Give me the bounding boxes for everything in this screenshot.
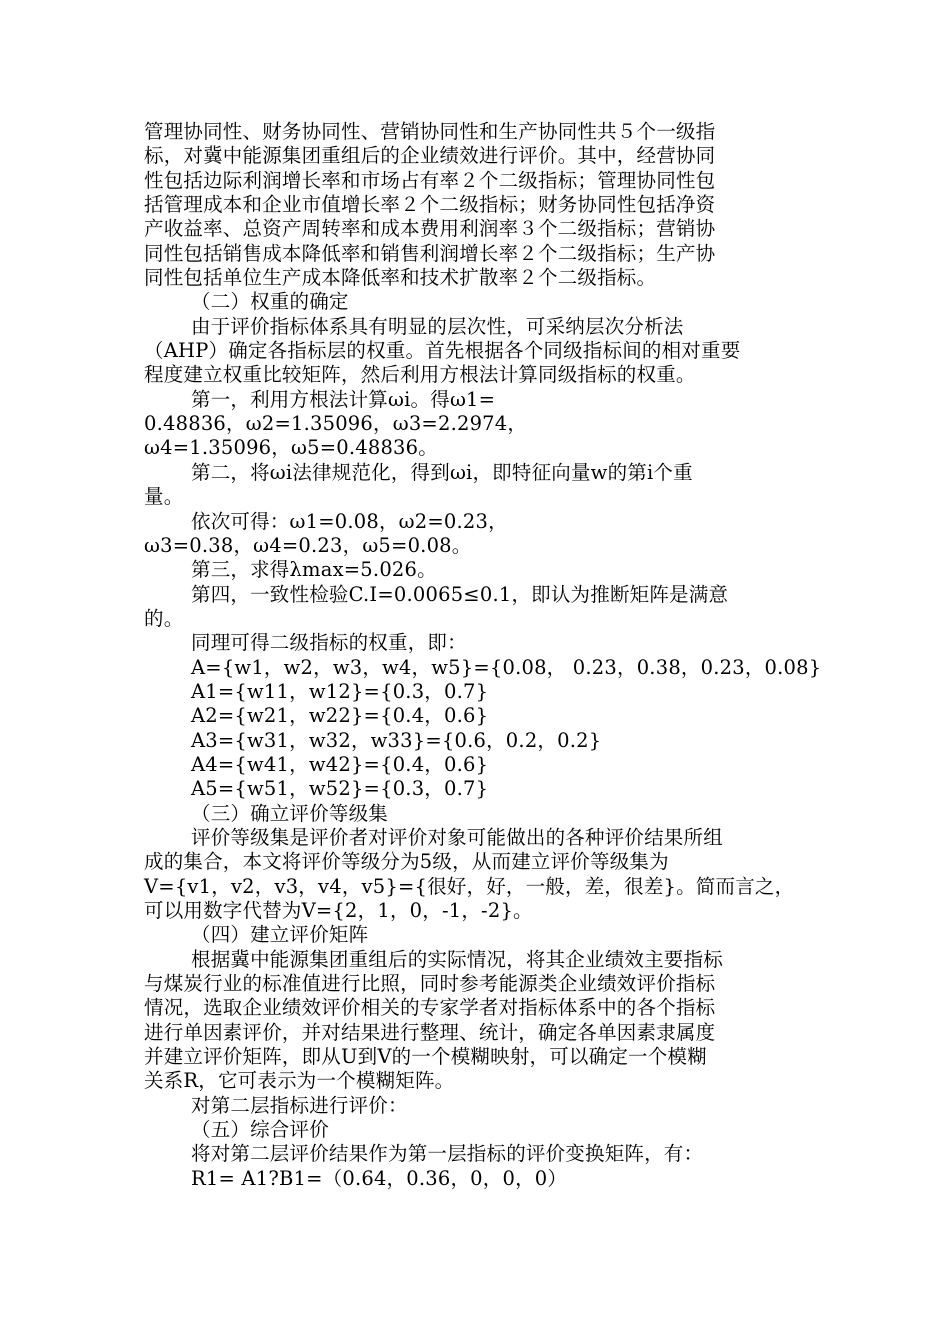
text-line: 情况，选取企业绩效评价相关的专家学者对指标体系中的各个指标	[144, 996, 716, 1020]
text-line: 第四，一致性检验C.I=0.0065≤0.1，即认为推断矩阵是满意	[191, 582, 729, 606]
formula-line: A4={w41，w42}={0.4，0.6}	[191, 752, 489, 776]
formula-line: A3={w31，w32，w33}={0.6，0.2，0.2}	[191, 728, 602, 752]
section-heading: （二）权重的确定	[191, 290, 349, 314]
text-line: 并建立评价矩阵，即从U到V的一个模糊映射，可以确定一个模糊	[144, 1045, 707, 1069]
text-line: 评价等级集是评价者对评价对象可能做出的各种评价结果所组	[191, 825, 723, 849]
text-line: 第一，利用方根法计算ωi。得ω1=	[191, 387, 496, 411]
section-heading: （三）确立评价等级集	[191, 801, 389, 825]
text-line: 第二，将ωi法律规范化，得到ωi，即特征向量w的第i个重	[191, 460, 693, 484]
formula-line: A1={w11，w12}={0.3，0.7}	[191, 679, 489, 703]
text-line: 成的集合，本文将评价等级分为5级，从而建立评价等级集为	[144, 850, 669, 874]
text-line: 关系R，它可表示为一个模糊矩阵。	[144, 1069, 455, 1093]
text-line: 括管理成本和企业市值增长率２个二级指标；财务协同性包括净资	[144, 193, 716, 217]
body-text	[144, 120, 824, 1191]
text-line: ω4=1.35096，ω5=0.48836。	[144, 436, 438, 460]
section-heading: （五）综合评价	[191, 1118, 329, 1142]
text-line: 0.48836，ω2=1.35096，ω3=2.2974，	[144, 412, 528, 436]
text-line: 对第二层指标进行评价：	[191, 1093, 408, 1117]
text-line: 同理可得二级指标的权重，即：	[191, 631, 467, 655]
text-line: 进行单因素评价，并对结果进行整理、统计，确定各单因素隶属度	[144, 1020, 716, 1044]
text-line: 将对第二层评价结果作为第一层指标的评价变换矩阵，有：	[191, 1142, 704, 1166]
text-line: 的。	[144, 606, 184, 630]
text-line: ω3=0.38，ω4=0.23，ω5=0.08。	[144, 533, 472, 557]
text-line: 同性包括销售成本降低率和销售利润增长率２个二级指标；生产协	[144, 241, 716, 265]
formula-line: A5={w51，w52}={0.3，0.7}	[191, 777, 489, 801]
formula-line: A={w1，w2，w3，w4，w5}={0.08， 0.23，0.38，0.23，0.08}	[191, 655, 822, 679]
section-heading: （四）建立评价矩阵	[191, 923, 369, 947]
text-line: 管理协同性、财务协同性、营销协同性和生产协同性共５个一级指	[144, 120, 716, 143]
formula-line: R1= A1?B1=（0.64，0.36，0，0，0）	[191, 1166, 568, 1190]
text-line: 第三，求得λmax=5.026。	[191, 558, 437, 582]
text-line: （AHP）确定各指标层的权重。首先根据各个同级指标间的相对重要	[144, 339, 741, 363]
text-line: 量。	[144, 485, 184, 509]
text-line: 性包括边际利润增长率和市场占有率２个二级指标；管理协同性包	[144, 168, 716, 192]
text-line: 产收益率、总资产周转率和成本费用利润率３个二级指标；营销协	[144, 217, 716, 241]
text-line: 根据冀中能源集团重组后的实际情况，将其企业绩效主要指标	[191, 947, 723, 971]
text-line: 依次可得：ω1=0.08，ω2=0.23，	[191, 509, 508, 533]
text-line: 由于评价指标体系具有明显的层次性，可采纳层次分析法	[191, 314, 684, 338]
text-line: 可以用数字代替为V={2，1，0，-1，-2}。	[144, 899, 533, 922]
text-line: 标，对冀中能源集团重组后的企业绩效进行评价。其中，经营协同	[144, 144, 716, 168]
text-line: 与煤炭行业的标准值进行比照，同时参考能源类企业绩效评价指标	[144, 972, 716, 996]
formula-line: A2={w21，w22}={0.4，0.6}	[191, 704, 489, 728]
text-line: 程度建立权重比较矩阵，然后利用方根法计算同级指标的权重。	[144, 363, 696, 387]
text-line: V={v1，v2，v3，v4，v5}={很好，好，一般，差，很差}。简而言之，	[144, 874, 795, 898]
text-line: 同性包括单位生产成本降低率和技术扩散率２个二级指标。	[144, 266, 657, 290]
